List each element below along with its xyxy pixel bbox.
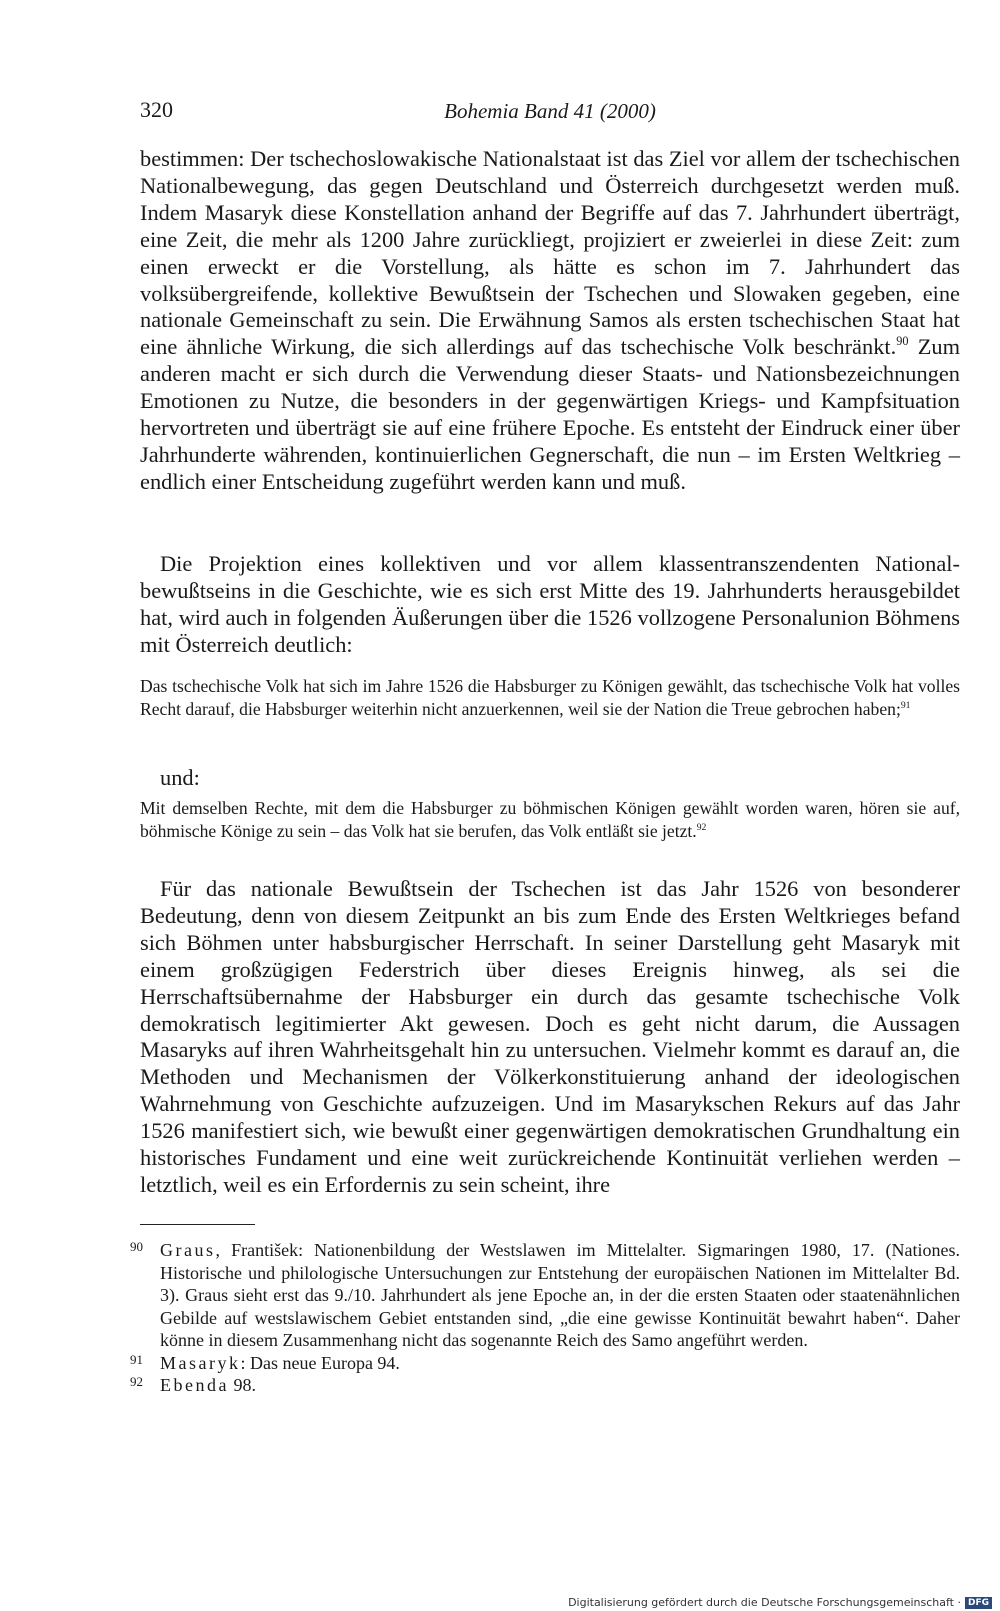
page-number: 320 [140, 97, 173, 122]
block-quote-2-text: Mit demselben Rechte, mit dem die Habsburger zu böhmischen Königen gewählt worden waren, hören sie auf, böhmische Könige zu sein – das Volk hat sie berufen, das Volk entläßt sie jetzt. [140, 798, 960, 841]
footnote-body: : Das neue Europa 94. [240, 1352, 400, 1373]
footnote-author: Ebenda [160, 1375, 229, 1395]
paragraph-2: Die Projektion eines kollektiven und vor allem klassentranszendenten Nationalbewußtseins in die Geschichte, wie es sich erst Mitte des 19. Jahrhunderts herausgebildet hat, wird auch in folgenden Äußerungen über die 1526 vollzogene Personalunion Böhmens mit Österreich deutlich: [140, 551, 960, 657]
footnote-body: 98. [228, 1375, 256, 1395]
page-header [140, 97, 960, 127]
footnote-text [160, 1352, 960, 1375]
footnote-author: Masaryk [160, 1352, 241, 1373]
footnote-91 [130, 1352, 960, 1375]
footnote-divider [140, 1224, 255, 1225]
footnote-number: 91 [130, 1351, 143, 1367]
footnotes [130, 1239, 960, 1397]
digitization-credit [568, 1596, 992, 1609]
footnote-author: Graus [160, 1240, 216, 1260]
footnote-90 [130, 1239, 960, 1352]
footnote-number: 92 [130, 1374, 143, 1389]
paragraph-1-part-a: bestimmen: Der tschechoslowakische Nationalstaat ist das Ziel vor allem der tschechischen Nationalbewegung, das gegen Deutschland und Österreich durchgesetzt werden muß. Indem Masaryk diese Konstellation anhand der Begriffe auf das 7. Jahrhundert überträgt, eine Zeit, die mehr als 1200 Jahre zurückliegt, projiziert er zweierlei in diese Zeit: zum einen erweckt er die Vorstellung, als hätte es schon im 7. Jahrhundert das volksübergreifende, kollektive Bewußtsein der Tschechen und Slowaken gegeben, eine nationale Gemeinschaft zu sein. Die Erwähnung Samos als ersten tschechischen Staat hat eine ähnliche Wirkung, die sich allerdings auf das tschechische Volk beschränkt. [140, 146, 960, 360]
footnote-ref-91[interactable]: 91 [900, 699, 911, 711]
running-title: Bohemia Band 41 (2000) [444, 99, 656, 123]
block-quote-2 [140, 797, 960, 842]
connector-text: und: [160, 765, 200, 790]
footnote-text [160, 1239, 960, 1352]
paragraph-1-part-b: Zum anderen macht er sich durch die Verwendung dieser Staats- und Nationsbezeichnungen Emotionen zu Nutze, die besonders in der gegenwärtigen Kriegs- und Kampfsituation hervortreten und überträgt sie auf eine frühere Epoche. Es entsteht der Eindruck einer über Jahrhunderte währenden, kontinuierlichen Gegnerschaft, die nun – im Ersten Weltkrieg – endlich einer Entscheidung zugeführt werden kann und muß. [140, 334, 961, 494]
footnote-text [160, 1374, 960, 1397]
paragraph-3: Für das nationale Bewußtsein der Tschechen ist das Jahr 1526 von besonderer Bedeutung, denn von diesem Zeitpunkt an bis zum Ende des Ersten Weltkrieges befand sich Böhmen unter habsburgischer Herrschaft. In seiner Darstellung geht Masaryk mit einem großzügigen Federstrich über dieses Ereignis hinweg, als sei die Herrschaftsübernahme der Habsburger ein durch das gesamte tschechische Volk demokratisch legitimierter Akt gewesen. Doch es geht nicht darum, die Aussagen Masaryks auf ihren Wahrheitsgehalt hin zu untersuchen. Vielmehr kommt es darauf an, die Methoden und Mechanismen der Völkerkonstituierung anhand der ideologischen Wahrnehmung von Geschichte aufzuzeigen. Und im Masarykschen Rekurs auf das Jahr 1526 manifestiert sich, wie bewußt einer gegenwärtigen demokratischen Grundhaltung ein historisches Fundament und eine weit zurückreichende Kontinuität verliehen werden – letztlich, weil es ein Erfordernis zu sein scheint, ihre [140, 876, 960, 1197]
digitization-credit-text: Digitalisierung gefördert durch die Deutsche Forschungsgemeinschaft · [568, 1596, 961, 1609]
footnote-92 [130, 1374, 960, 1397]
footnote-body: , František: Nationenbildung der Westslawen im Mittelalter. Sigmaringen 1980, 17. (Nationes. Historische und philologische Untersuchungen zur Entstehung der europäischen Nationen im Mittelalter Bd. 3). Graus sieht erst das 9./10. Jahrhundert als jene Epoche an, in der die ersten Staaten oder staatenähnlichen Gebilde auf westslawischem Gebiet entstanden sind, „die eine gewisse Kontinuität bewahrt haben“. Daher könne in diesem Zusammenhang nicht das sogenannte Reich des Samo angeführt werden. [160, 1240, 960, 1350]
paragraph-1 [140, 146, 960, 496]
footnote-ref-92[interactable]: 92 [696, 821, 707, 833]
footnote-number: 90 [130, 1239, 143, 1254]
footnote-ref-90[interactable]: 90 [896, 334, 909, 349]
dfg-logo: DFG [965, 1597, 992, 1609]
block-quote-1-text: Das tschechische Volk hat sich im Jahre 1526 die Habsburger zu Königen gewählt, das tschechische Volk hat volles Recht darauf, die Habsburger weiterhin nicht anzuerkennen, weil sie der Nation die Treue gebrochen haben; [140, 676, 960, 719]
block-quote-1 [140, 675, 960, 720]
